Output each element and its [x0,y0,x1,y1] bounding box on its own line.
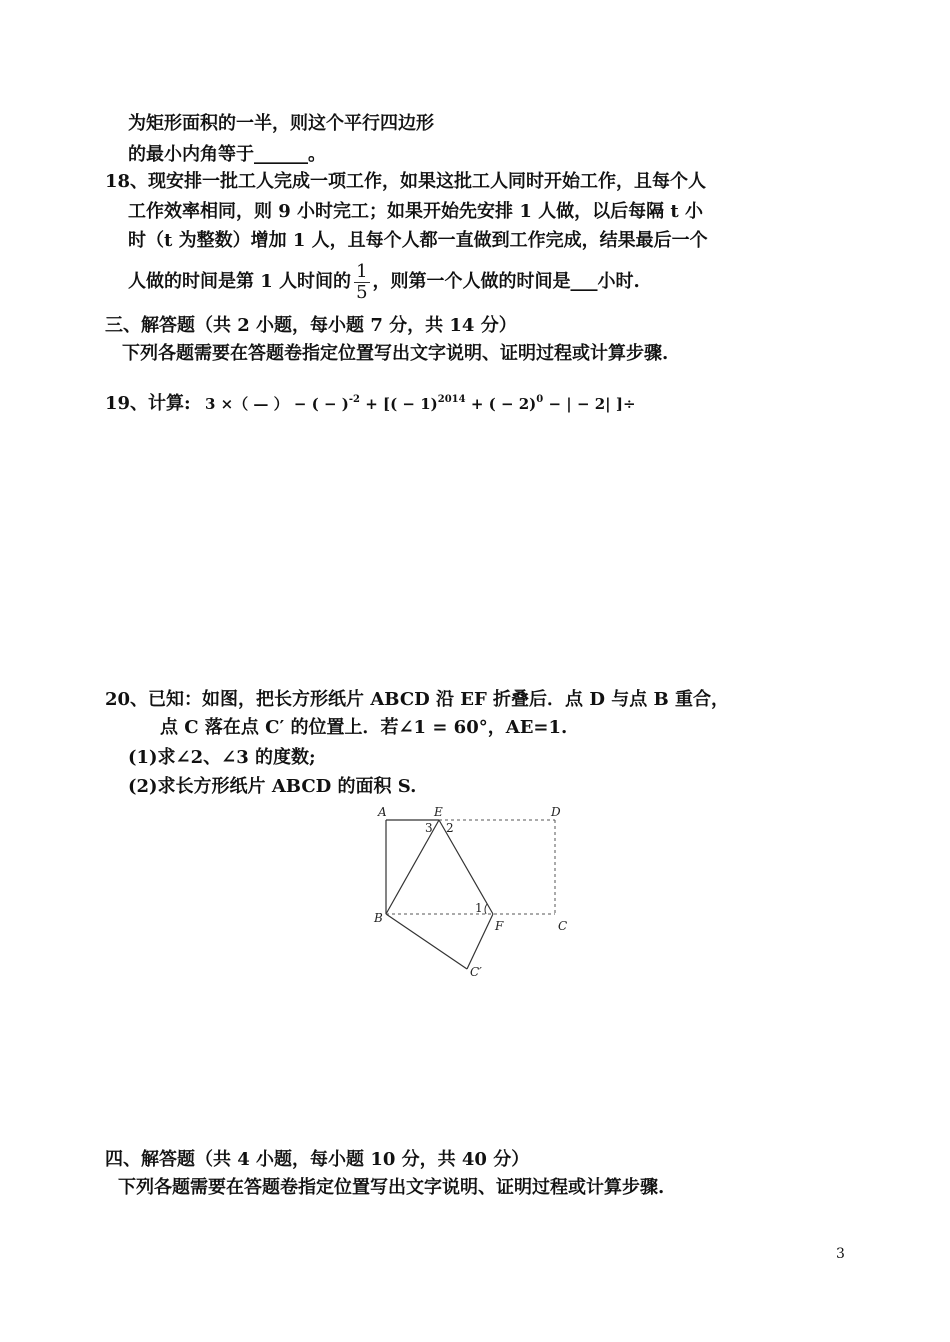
angle-label-3: 3 [425,821,433,835]
label-C: C [558,919,568,933]
fraction-denominator: 5 [356,281,368,303]
fraction-one-fifth [354,262,369,303]
angle-label-1: 1 [475,901,483,915]
q19-line [105,388,636,416]
q20-sub-question-2: (2)求长方形纸片 ABCD 的面积 S. [128,776,417,797]
edge-BC-prime [386,914,467,969]
label-A: A [378,805,387,819]
label-D: D [551,805,561,819]
q19-expression [205,395,636,413]
q19-exponent-3: 0 [536,394,544,405]
angle-arc-1 [485,904,487,914]
q17-line-2 [128,143,326,167]
q19-exponent-1: -2 [348,394,360,405]
q20-sub-question-1: (1)求∠2、∠3 的度数; [128,747,316,768]
fraction-numerator: 1 [356,260,368,282]
label-B: B [374,911,383,925]
q18-line-4-text: 人做的时间是第 1 人时间的 [128,271,352,292]
q17-line-2-end: 。 [308,144,326,165]
q18-line-4-mid: ，则第一个人做的时间是 [372,271,571,292]
q20-line-1: 20、已知：如图，把长方形纸片 ABCD 沿 EF 折叠后．点 D 与点 B 重合， [105,689,729,710]
section-3-instruction: 下列各题需要在答题卷指定位置写出文字说明、证明过程或计算步骤. [122,343,669,364]
section-4-title: 四、解答题（共 4 小题，每小题 10 分，共 40 分） [105,1149,530,1170]
q18-line-1: 18、现安排一批工人完成一项工作，如果这批工人同时开始工作，且每个人 [105,171,707,192]
q19-expr-part-b: + [( − 1) [360,395,438,413]
section-3-title: 三、解答题（共 2 小题，每小题 7 分，共 14 分） [105,315,517,336]
q19-exponent-2: 2014 [437,394,466,405]
q18-line-4 [128,260,640,304]
q17-answer-blank: ______ [254,144,308,165]
q19-expr-part-a: 3 ×（ — ） − ( − ) [204,395,349,413]
label-F: F [495,919,504,933]
q18-line-4-end: 小时. [597,271,640,292]
label-C-prime: C′ [470,965,482,979]
label-E: E [434,805,443,819]
q19-label: 19、计算: [105,393,191,414]
angle-label-2: 2 [446,821,454,835]
q20-line-2: 点 C 落在点 C′ 的位置上．若∠1 = 60°，AE=1. [160,717,568,738]
page-number: 3 [836,1246,845,1262]
q19-expr-part-c: + ( − 2) [465,395,537,413]
q17-line-2-text: 的最小内角等于 [128,144,254,165]
q18-line-2: 工作效率相同，则 9 小时完工；如果开始先安排 1 人做，以后每隔 t 小 [128,201,703,222]
q17-line-1: 为矩形面积的一半，则这个平行四边形 [128,113,434,134]
q18-line-3: 时（t 为整数）增加 1 人，且每个人都一直做到工作完成，结果最后一个 [128,230,708,251]
folded-rectangle-figure [360,800,580,980]
q18-answer-blank: ___ [570,271,598,292]
q19-expr-part-d: − | − 2| ]÷ [543,395,636,413]
section-4-instruction: 下列各题需要在答题卷指定位置写出文字说明、证明过程或计算步骤. [118,1177,665,1198]
edge-C-prime-F [467,914,493,969]
